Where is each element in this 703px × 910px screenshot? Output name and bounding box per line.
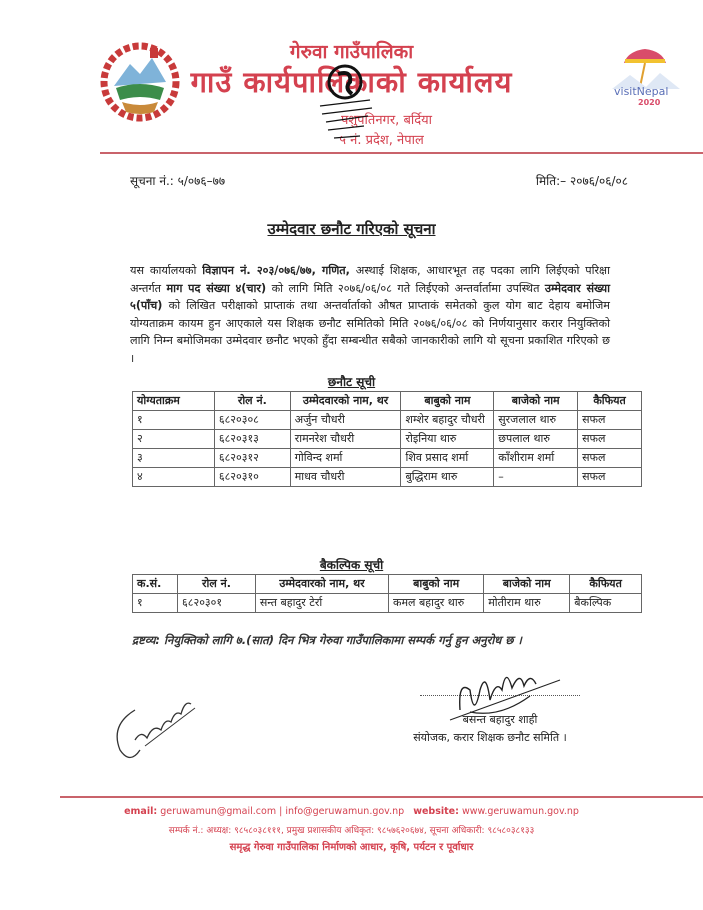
table-row <box>133 411 642 430</box>
cell-remarks: सफल <box>578 468 642 487</box>
body-part-4: को लिखित परीक्षाको प्राप्ताकं तथा अन्तर्वार्ताको औषत प्राप्ताकं समेतको कुल योग बाट देहाय बमोजिम योग्यताक्रम कायम हुन आएकाले यस शिक्षक छनौट समितिको मिति २०७६/०६/०८ को निर्णयानुसार करार नियुक्तिको लागि निम्न बमोजिमका उम्मेदवार छनौट भएको हुँदा सम्बन्धीत सबैको जानकारीको लागि यो सूचना प्रकाशित गरिएको छ । <box>130 299 610 365</box>
body-part-3: को लागि मिति २०७६/०६/०८ गते लिईएको अन्तर्वार्तामा उपस्थित <box>266 281 545 295</box>
alternate-list-title-text: बैकल्पिक सूची <box>319 558 384 572</box>
cell-grandfather: सुरजलाल थारु <box>494 411 578 430</box>
col-remarks: कैफियत <box>578 392 642 411</box>
signatory-role: संयोजक, करार शिक्षक छनौट समिति । <box>413 731 567 744</box>
footer-contact-line <box>0 806 703 817</box>
selected-list-title-text: छनौट सूची <box>327 375 376 389</box>
notice-title-text: उम्मेदवार छनौट गरिएको सूचना <box>267 220 436 238</box>
visit-logo-text: visitNepal <box>614 85 669 98</box>
cell-serial: १ <box>133 594 178 613</box>
website-label: website: <box>413 806 459 817</box>
municipality-name: गेरुवा गाउँपालिका <box>289 41 414 63</box>
col-rank: योग्यताक्रम <box>133 392 215 411</box>
cell-rank: १ <box>133 411 215 430</box>
cell-name: सन्त बहादुर टेर्रा <box>255 594 388 613</box>
office-name: गाउँ कार्यपालिकाको कार्यालय <box>190 65 513 99</box>
cell-father: कमल बहादुर थारु <box>389 594 484 613</box>
selected-list-table <box>132 391 642 487</box>
cell-remarks: सफल <box>578 449 642 468</box>
col-roll: रोल नं. <box>178 575 256 594</box>
selected-list-title <box>0 373 703 390</box>
signatory-name: बसन्त बहादुर शाही <box>462 713 538 726</box>
cell-grandfather: काँशीराम शर्मा <box>494 449 578 468</box>
cell-roll: ६८२०३१२ <box>214 449 290 468</box>
cell-rank: ३ <box>133 449 215 468</box>
cell-grandfather: – <box>494 468 578 487</box>
notice-title <box>0 219 703 239</box>
office-location: पशुपतिनगर, बर्दिया <box>340 113 433 128</box>
cell-father: शिव प्रसाद शर्मा <box>401 449 494 468</box>
visit-nepal-logo <box>600 45 690 110</box>
note: द्रष्टव्य: नियुक्तिको लागि ७.(सात) दिन भित्र गेरुवा गाउँपालिकामा सम्पर्क गर्नु हुन अनुरोध छ । <box>132 633 522 647</box>
body-part-2: अस्थाई शिक्षक, आधारभूत तह पदका लागि लिईएको परिक्षा अन्तर्गत <box>130 264 610 295</box>
footer-divider <box>60 796 703 798</box>
notice-date: मिति:– २०७६/०६/०८ <box>535 174 628 188</box>
cell-name: माधव चौधरी <box>290 468 401 487</box>
table-row <box>133 468 642 487</box>
header-divider <box>100 152 703 154</box>
notice-body <box>130 262 610 367</box>
table-header-row <box>133 392 642 411</box>
cell-name: रामनरेश चौधरी <box>290 430 401 449</box>
cell-name: अर्जुन चौधरी <box>290 411 401 430</box>
office-stamp-icon <box>300 60 400 160</box>
email-label: email: <box>124 806 158 817</box>
email-value[interactable]: geruwamun@gmail.com | info@geruwamun.gov.np <box>157 806 405 817</box>
table-row <box>133 449 642 468</box>
cell-name: गोविन्द शर्मा <box>290 449 401 468</box>
cell-remarks: सफल <box>578 430 642 449</box>
col-grandfather: बाजेको नाम <box>484 575 570 594</box>
cell-roll: ६८२०३१३ <box>214 430 290 449</box>
cell-grandfather: मोतीराम थारु <box>484 594 570 613</box>
alternate-list-title <box>0 556 703 573</box>
col-serial: क.सं. <box>133 575 178 594</box>
table-row <box>133 430 642 449</box>
cell-rank: २ <box>133 430 215 449</box>
posts-count: माग पद संख्या ४(चार) <box>166 281 267 295</box>
col-name: उम्मेदवारको नाम, थर <box>290 392 401 411</box>
table-row <box>133 594 642 613</box>
cell-father: शम्शेर बहादुर चौधरी <box>401 411 494 430</box>
cell-roll: ६८२०३१० <box>214 468 290 487</box>
body-part-1: यस कार्यालयको <box>130 264 203 277</box>
left-signature-icon <box>105 680 215 770</box>
col-father: बाबुको नाम <box>401 392 494 411</box>
footer-phone-numbers: सम्पर्क नं.: अध्यक्ष: ९८५८०३८१११, प्रमुख प्रशासकीय अधिकृत: ९८५७६२०६७४, सूचना अधिकारी: ९८५८०३८१३३ <box>168 826 535 836</box>
col-father: बाबुको नाम <box>389 575 484 594</box>
visit-logo-year: 2020 <box>638 98 661 107</box>
col-grandfather: बाजेको नाम <box>494 392 578 411</box>
footer-slogan: समृद्ध गेरुवा गाउँपालिका निर्माणको आधार, कृषि, पर्यटन र पूर्वाधार <box>229 842 474 853</box>
col-name: उम्मेदवारको नाम, थर <box>255 575 388 594</box>
cell-remarks: सफल <box>578 411 642 430</box>
notice-number: सूचना नं.: ५/०७६–७७ <box>130 174 226 188</box>
cell-father: बुद्धिराम थारु <box>401 468 494 487</box>
cell-rank: ४ <box>133 468 215 487</box>
alternate-list-table <box>132 574 642 613</box>
col-remarks: कैफियत <box>570 575 642 594</box>
cell-remarks: बैकल्पिक <box>570 594 642 613</box>
cell-father: रोइनिया थारु <box>401 430 494 449</box>
cell-grandfather: छपलाल थारु <box>494 430 578 449</box>
cell-roll: ६८२०३०८ <box>214 411 290 430</box>
office-province: ५ नं. प्रदेश, नेपाल <box>339 133 424 148</box>
advertisement-number: विज्ञापन नं. २०३/०७६/७७, गणित, <box>202 264 350 277</box>
cell-roll: ६८२०३०१ <box>178 594 256 613</box>
website-link[interactable]: www.geruwamun.gov.np <box>458 806 579 817</box>
col-roll: रोल नं. <box>214 392 290 411</box>
table-header-row <box>133 575 642 594</box>
candidates-count: उम्मेदवार संख्या ५(पाँच) <box>130 281 610 312</box>
